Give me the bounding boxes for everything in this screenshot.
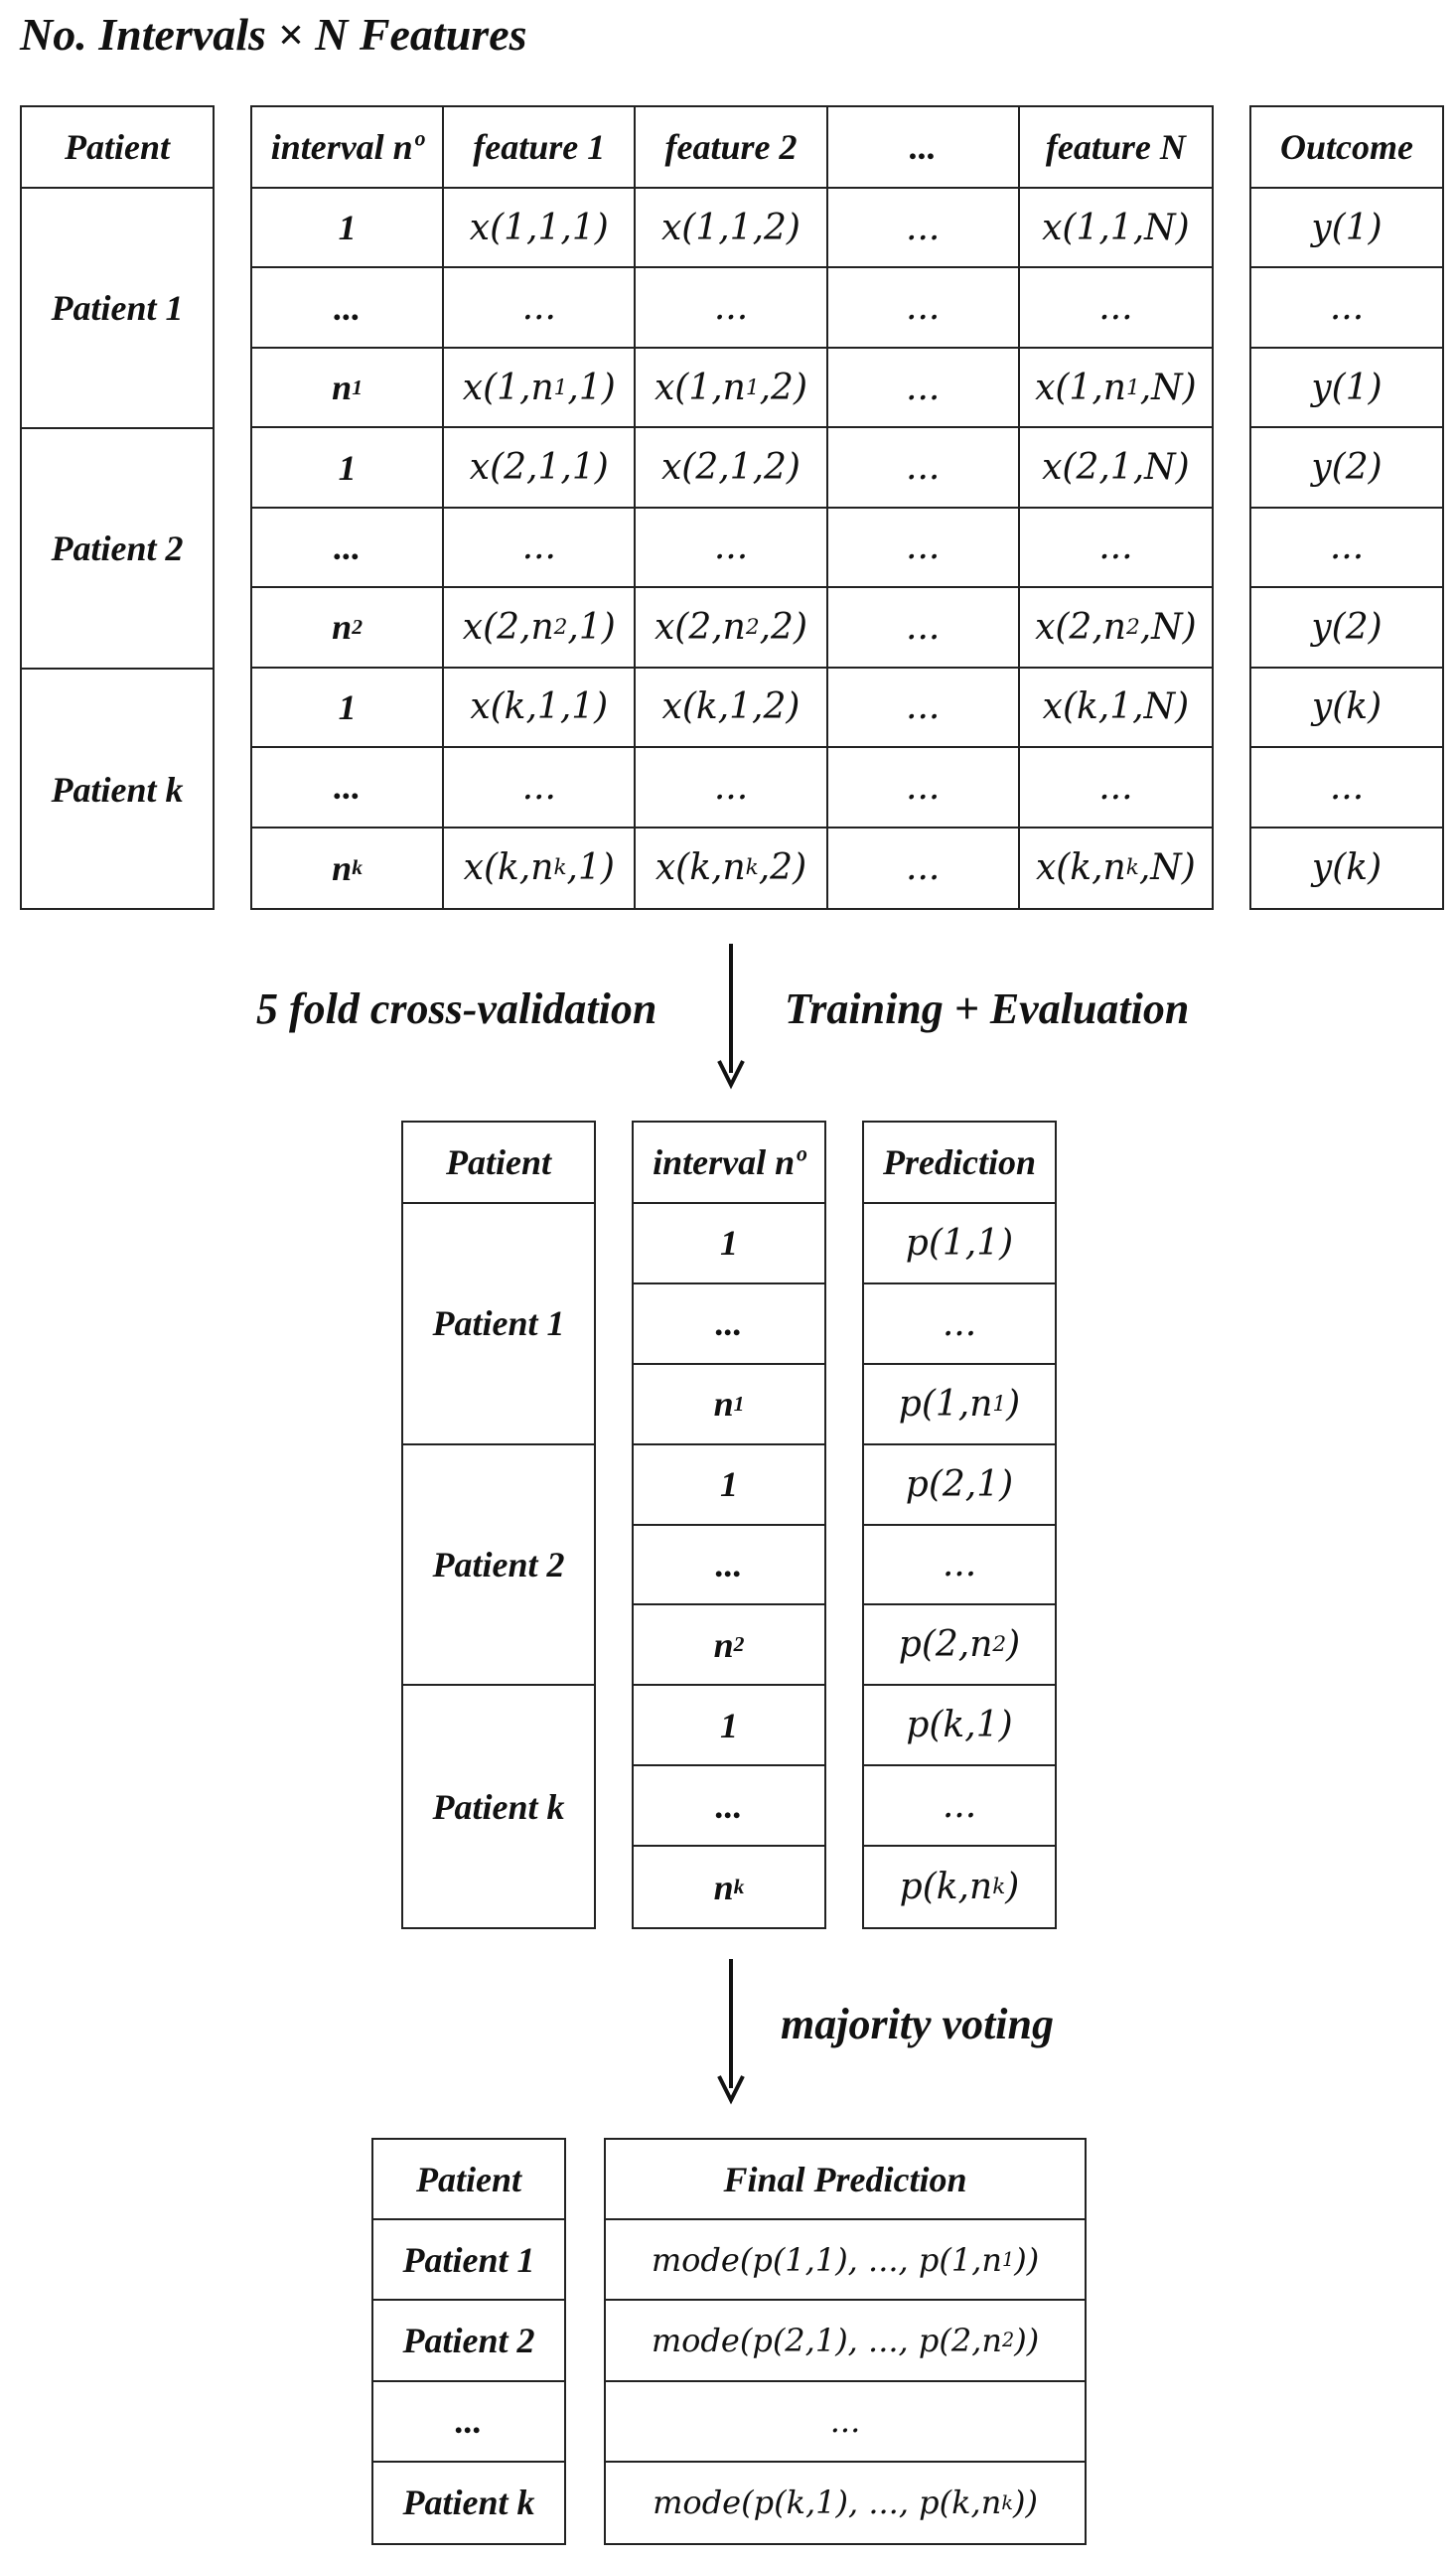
table1-feature-cell: ...: [828, 748, 1020, 828]
table2-prediction-cell: ...: [864, 1284, 1055, 1365]
table3-patient-cell: Patient k: [402, 2483, 535, 2523]
table1-feature-header: feature 2: [636, 107, 827, 189]
table2-interval-cell: ...: [634, 1284, 824, 1365]
table1-interval-cell: ...: [252, 268, 444, 348]
table1-feature-cell: ...: [636, 268, 827, 348]
table1-patient-column: [20, 105, 215, 910]
table1-feature-cell: x(k,1,1): [444, 669, 636, 748]
table1-feature-cell: ...: [1020, 748, 1212, 828]
table2-prediction-cell: ...: [864, 1766, 1055, 1847]
table1-outcome-cell: y(2): [1251, 428, 1442, 508]
table1-feature-cell: x(k,n k ,1): [444, 829, 636, 908]
table3-final-cell: mode(p(2,1), ..., p(2,n 2 )): [606, 2301, 1085, 2381]
table1-interval-cell: ...: [252, 748, 444, 828]
table1-interval-cell: ...: [252, 509, 444, 588]
table2-interval-cell: 1: [634, 1686, 824, 1766]
table1-feature-cell: ...: [636, 748, 827, 828]
table1-interval-cell: 1: [252, 428, 444, 508]
table1-feature-cell: ...: [444, 748, 636, 828]
table3-patient-column: [371, 2138, 566, 2545]
table1-feature-cell: x(2,1,2): [636, 428, 827, 508]
diagram-title: No. Intervals × N Features: [20, 9, 527, 60]
table1-outcome-cell: y(2): [1251, 588, 1442, 668]
table3-final-cell: mode(p(k,1), ..., p(k,n k )): [653, 2484, 1038, 2522]
table1-outcome-cell: ...: [1251, 748, 1442, 828]
table3-final-header: Final Prediction: [606, 2140, 1085, 2220]
table1-interval-cell: 1: [252, 669, 444, 748]
table1-feature-cell: ...: [1020, 268, 1212, 348]
table3-patient-header: Patient: [373, 2140, 564, 2220]
table2-interval-cell: n 2: [634, 1605, 824, 1686]
table1-outcome-cell: y(1): [1251, 349, 1442, 428]
table2-interval-cell: 1: [634, 1445, 824, 1526]
table1-feature-cell: x(2,n 2 ,2): [636, 588, 827, 668]
table1-feature-cell: x(1,n 1 ,1): [444, 349, 636, 428]
table1-feature-cell: x(k,1,2): [636, 669, 827, 748]
table3-final-cell: mode(p(1,1), ..., p(1,n 1 )): [606, 2220, 1085, 2301]
table1-feature-cell: x(2,1,1): [444, 428, 636, 508]
table1-patient-cell: Patient k: [51, 770, 184, 810]
table3-patient-cell: Patient 1: [373, 2220, 564, 2301]
table1-outcome-header: Outcome: [1251, 107, 1442, 189]
table1-interval-cell: n 2: [252, 588, 444, 668]
table1-feature-cell: x(1,n 1 ,N): [1020, 349, 1212, 428]
table3-patient-cell: Patient 2: [373, 2301, 564, 2381]
table1-patient-cell: Patient 1: [22, 189, 213, 429]
table1-feature-cell: ...: [828, 189, 1020, 268]
down-arrow-2: [711, 1959, 751, 2108]
table3-final-cell: ...: [606, 2382, 1085, 2463]
table2-prediction-cell: p(k,1): [864, 1686, 1055, 1766]
training-evaluation-label: Training + Evaluation: [785, 984, 1190, 1033]
table2-patient-cell: Patient 1: [403, 1204, 594, 1445]
table1-feature-cell: x(k,1,N): [1020, 669, 1212, 748]
table2-prediction-column: [862, 1121, 1057, 1929]
table1-interval-cell: n 1: [252, 349, 444, 428]
table2-patient-column: [401, 1121, 596, 1929]
table1-feature-cell: ...: [828, 428, 1020, 508]
table2-interval-column: [632, 1121, 826, 1929]
table2-interval-cell: 1: [634, 1204, 824, 1284]
cross-validation-label: 5 fold cross-validation: [256, 984, 657, 1033]
table1-feature-header: interval nº: [252, 107, 444, 189]
table1-feature-cell: ...: [828, 509, 1020, 588]
table1-outcome-cell: ...: [1251, 509, 1442, 588]
table1-feature-cell: x(1,1,N): [1020, 189, 1212, 268]
table1-outcome-cell: y(k): [1251, 669, 1442, 748]
table2-interval-cell: ...: [634, 1526, 824, 1606]
table3-final-prediction-column: [604, 2138, 1087, 2545]
table1-feature-cell: x(1,1,1): [444, 189, 636, 268]
table1-patient-cell: Patient 2: [22, 429, 213, 670]
table2-prediction-cell: p(k,n k ): [899, 1867, 1020, 1908]
table2-patient-header: Patient: [403, 1123, 594, 1204]
table1-feature-cell: ...: [636, 509, 827, 588]
table2-interval-cell: n k: [713, 1867, 745, 1907]
table1-feature-header: feature 1: [444, 107, 636, 189]
table2-prediction-header: Prediction: [864, 1123, 1055, 1204]
table1-feature-header: ...: [828, 107, 1020, 189]
table1-feature-cell: ...: [828, 268, 1020, 348]
table1-feature-cell: x(2,n 2 ,N): [1020, 588, 1212, 668]
table1-feature-cell: x(2,n 2 ,1): [444, 588, 636, 668]
table1-outcome-cell: ...: [1251, 268, 1442, 348]
table2-prediction-cell: ...: [864, 1526, 1055, 1606]
table1-feature-cell: ...: [444, 268, 636, 348]
table1-interval-cell: 1: [252, 189, 444, 268]
table1-feature-cell: x(k,n k ,2): [636, 829, 827, 908]
down-arrow-1: [711, 944, 751, 1093]
table1-feature-cell: ...: [828, 829, 1020, 908]
table2-interval-header: interval nº: [634, 1123, 824, 1204]
table2-patient-cell: Patient k: [432, 1786, 565, 1827]
table1-feature-cell: ...: [444, 509, 636, 588]
table1-feature-cell: ...: [1020, 509, 1212, 588]
table1-feature-header: feature N: [1020, 107, 1212, 189]
table2-interval-cell: n 1: [634, 1365, 824, 1445]
table1-outcome-cell: y(1): [1251, 189, 1442, 268]
majority-voting-label: majority voting: [781, 2000, 1054, 2048]
table2-prediction-cell: p(2,n 2 ): [864, 1605, 1055, 1686]
table1-feature-cell: ...: [828, 349, 1020, 428]
table1-feature-cell: x(1,n 1 ,2): [636, 349, 827, 428]
table1-patient-header: Patient: [22, 107, 213, 189]
table1-feature-cell: x(1,1,2): [636, 189, 827, 268]
table2-patient-cell: Patient 2: [403, 1445, 594, 1687]
table1-feature-cell: x(2,1,N): [1020, 428, 1212, 508]
table2-prediction-cell: p(1,n 1 ): [864, 1365, 1055, 1445]
table2-prediction-cell: p(2,1): [864, 1445, 1055, 1526]
table3-patient-cell: ...: [373, 2382, 564, 2463]
table1-outcome-cell: y(k): [1311, 847, 1383, 889]
table1-outcome-column: [1249, 105, 1444, 910]
table1-feature-cell: ...: [828, 669, 1020, 748]
table1-features: [250, 105, 1214, 910]
table2-interval-cell: ...: [634, 1766, 824, 1847]
table1-feature-cell: x(k,n k ,N): [1035, 847, 1196, 889]
table1-interval-cell: n k: [252, 829, 444, 908]
table1-feature-cell: ...: [828, 588, 1020, 668]
table2-prediction-cell: p(1,1): [864, 1204, 1055, 1284]
